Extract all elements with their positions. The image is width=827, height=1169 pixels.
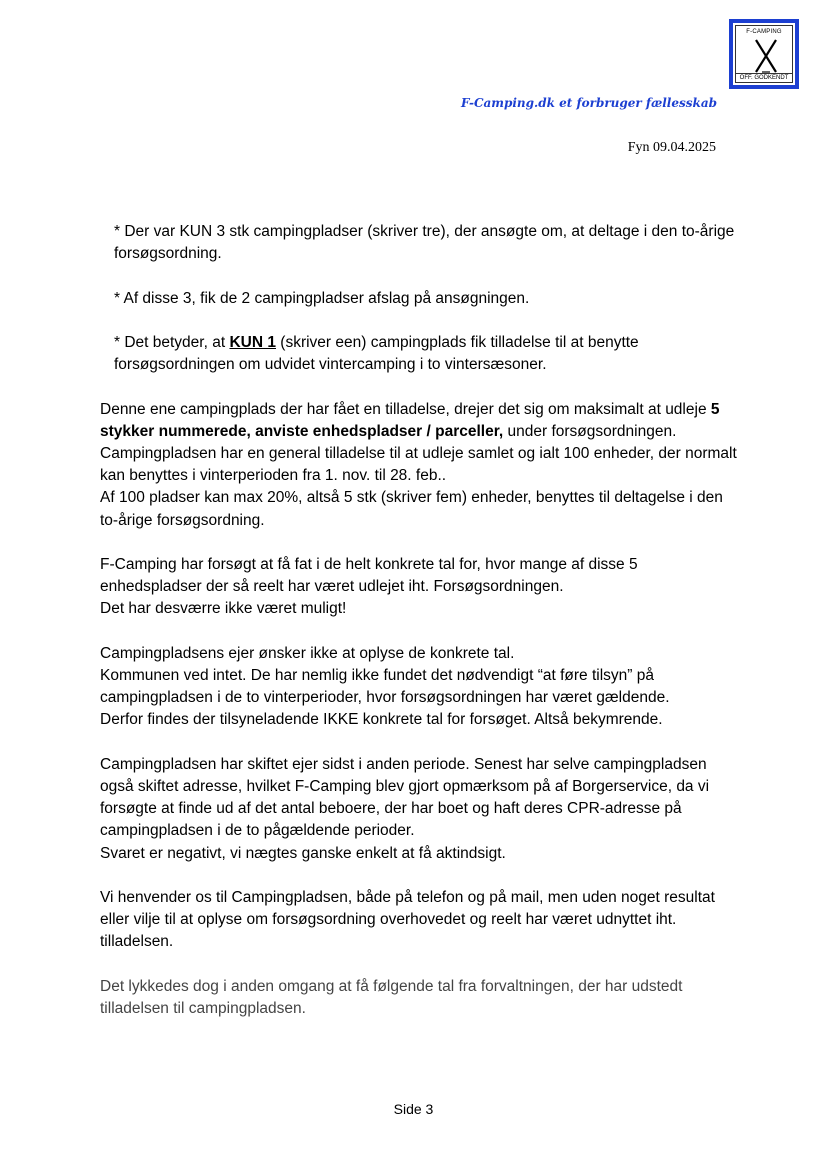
p3-post: (skriver een) campingplads fik tilladelse til at benytte forsøgsordningen om udvidet vintercamping i to vintersæsoner. [114,333,639,374]
paragraph-attempts [100,554,740,621]
paragraph-applicants: * Der var KUN 3 stk campingpladser (skriver tre), der ansøgte om, at deltage i den to-årige forsøgsordning. [114,223,735,263]
p4-line3: Af 100 pladser kan max 20%, altså 5 stk (skriver fem) enheder, benyttes til deltagelse i den to-årige forsøgsordning. [100,489,723,529]
p4-pre: Denne ene campingplads der har fået en tilladelse, drejer det sig om maksimalt at udleje [100,400,711,418]
p3-pre: * Det betyder, at [114,333,230,351]
p7-line1: Campingpladsen har skiftet ejer sidst i anden periode. Senest har selve campingpladsen også skiftet adresse, hvilket F-Camping blev gjort opmærksom på af Borgerservice, da vi forsøgte at finde ud af det antal beboere, der har boet og haft deres CPR-adresse på campingpladsen i de to pågældende perioder. [100,755,710,840]
p5-line2: Det har desværre ikke været muligt! [100,600,347,618]
p6-line2: Kommunen ved intet. De har nemlig ikke fundet det nødvendigt “at føre tilsyn” på campingpladsen i de to vinterperioder, hvor forsøgsordningen har været gældende. [100,666,670,707]
p6-line3: Derfor findes der tilsyneladende IKKE konkrete tal for forsøget. Altså bekymrende. [100,711,663,729]
p4-line2: Campingpladsen har en general tilladelse til at udleje samlet og ialt 100 enheder, der normalt kan benyttes i vinterperioden fra 1. nov. til 28. feb.. [100,444,737,485]
p4-post: under forsøgsordningen. [503,422,677,440]
paragraph-administration: Det lykkedes dog i anden omgang at få følgende tal fra forvaltningen, der har udstedt tilladelsen til campingpladsen. [100,977,683,1017]
kun-1-emphasis: KUN 1 [229,333,276,351]
letter-body [100,221,740,1042]
paragraph-rejections: * Af disse 3, fik de 2 campingpladser afslag på ansøgningen. [114,289,530,307]
paragraph-contact: Vi henvender os til Campingpladsen, både på telefon og på mail, men uden noget resultat eller vilje til at oplyse om forsøgsordning overhovedet og reelt har været udnyttet iht. tilladelsen. [100,888,715,951]
p4-bold: 5 stykker nummerede, anviste enhedspladser / parceller, [100,400,720,440]
paragraph-permit-details [100,399,740,532]
place-date: Fyn 09.04.2025 [627,140,716,155]
page-number: Side 3 [393,1101,434,1117]
logo-bottom-text: OFF. GODKENDT [736,73,792,82]
f-camping-logo [729,19,799,89]
p6-line1: Campingpladsens ejer ønsker ikke at oplyse de konkrete tal. [100,644,515,662]
paragraph-owner-change [100,754,740,865]
paragraph-one-permit [100,332,740,376]
paragraph-owner-municipality [100,643,740,732]
logo-top-text: F-CAMPING [746,29,782,35]
header-tagline: F-Camping.dk et forbruger fællesskab [460,96,717,110]
p7-line2: Svaret er negativt, vi nægtes ganske enkelt at få aktindsigt. [100,844,506,862]
p5-line1: F-Camping har forsøgt at få fat i de helt konkrete tal for, hvor mange af disse 5 enhedspladser der så reelt har været udlejet iht. Forsøgsordningen. [100,555,638,596]
logo-frame [735,25,793,83]
tent-icon [751,38,781,74]
